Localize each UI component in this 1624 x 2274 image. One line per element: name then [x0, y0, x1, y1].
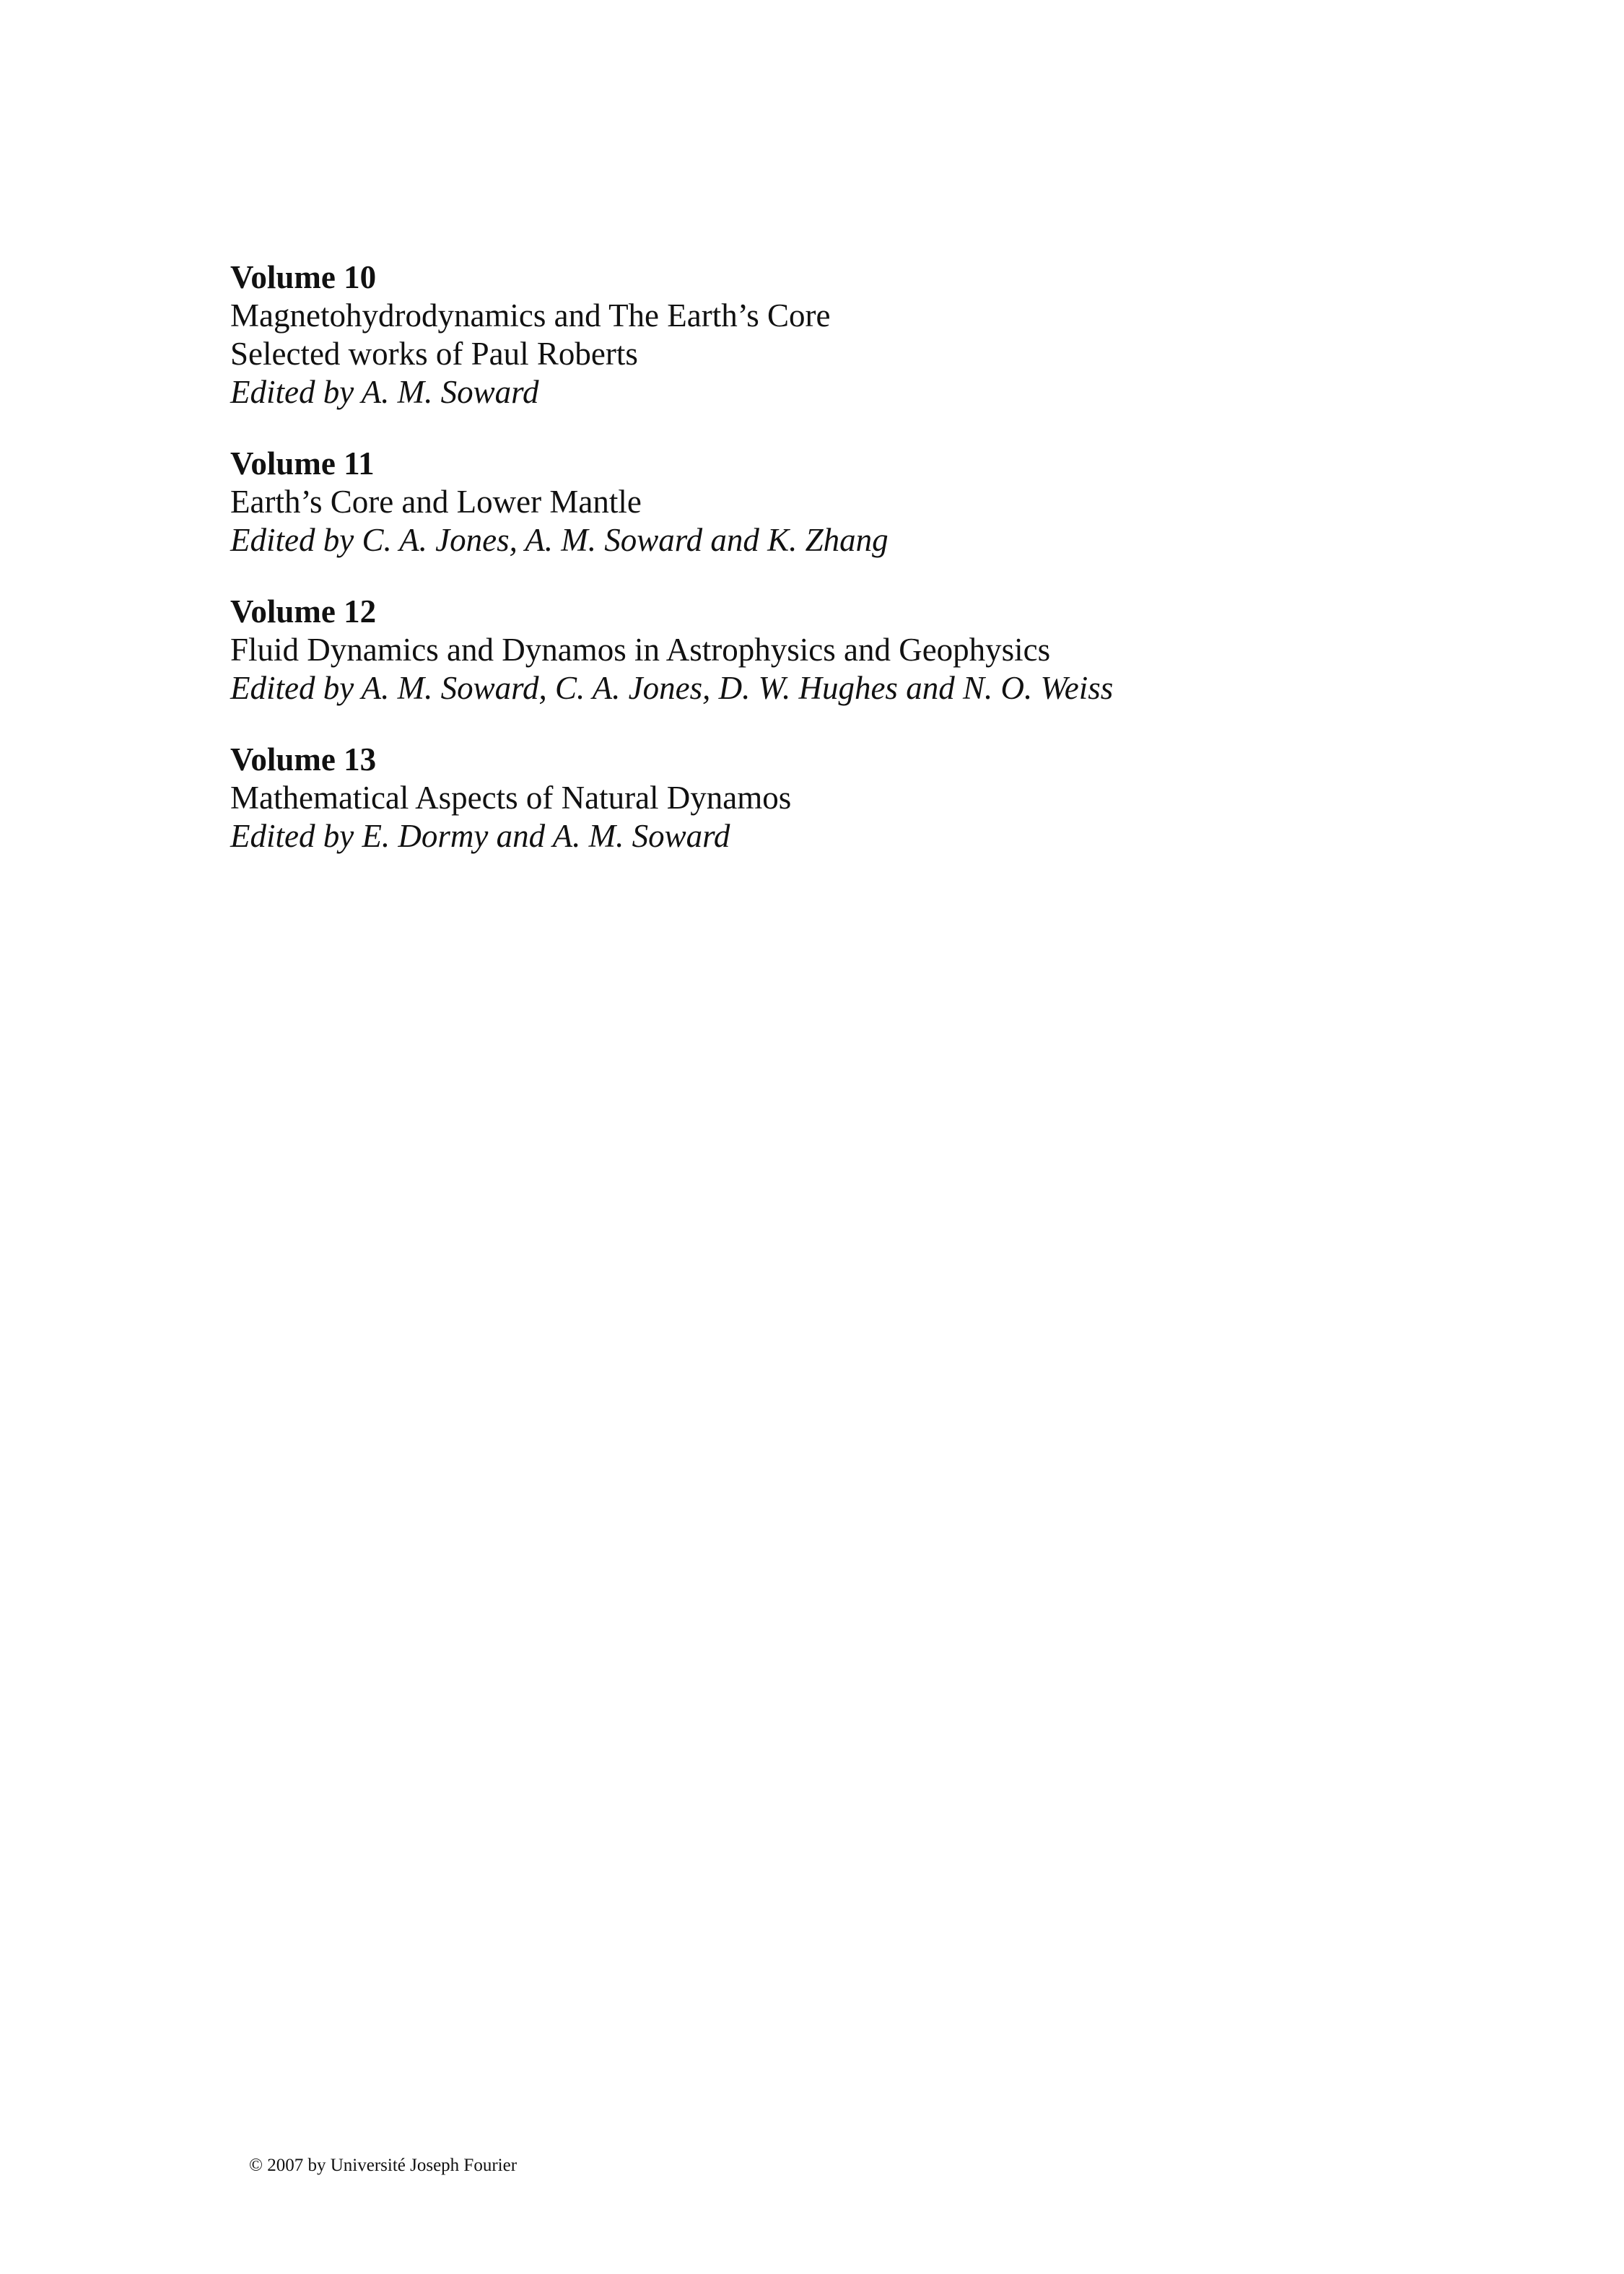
- volume-title-line: Fluid Dynamics and Dynamos in Astrophysics and Geophysics: [230, 632, 1051, 668]
- volume-heading: Volume 13: [230, 741, 377, 777]
- volume-subtitle-line: Selected works of Paul Roberts: [230, 336, 638, 372]
- volume-heading: Volume 10: [230, 259, 377, 295]
- volume-entry: [230, 445, 1457, 559]
- volume-editors: Edited by A. M. Soward, C. A. Jones, D. W. Hughes and N. O. Weiss: [230, 670, 1114, 706]
- volume-title-line: Mathematical Aspects of Natural Dynamos: [230, 780, 792, 816]
- volume-editors: Edited by C. A. Jones, A. M. Soward and K. Zhang: [230, 522, 889, 558]
- volume-heading: Volume 12: [230, 593, 377, 630]
- volume-entry: [230, 741, 1457, 855]
- volume-title-line: Earth’s Core and Lower Mantle: [230, 484, 642, 520]
- volume-entry: [230, 593, 1457, 707]
- volume-editors: Edited by E. Dormy and A. M. Soward: [230, 818, 730, 854]
- volume-editors: Edited by A. M. Soward: [230, 374, 539, 410]
- volume-list: [230, 258, 1457, 889]
- copyright-notice: © 2007 by Université Joseph Fourier: [249, 2156, 518, 2175]
- volume-entry: [230, 258, 1457, 411]
- volume-title-line: Magnetohydrodynamics and The Earth’s Core: [230, 297, 831, 334]
- volume-heading: Volume 11: [230, 445, 375, 482]
